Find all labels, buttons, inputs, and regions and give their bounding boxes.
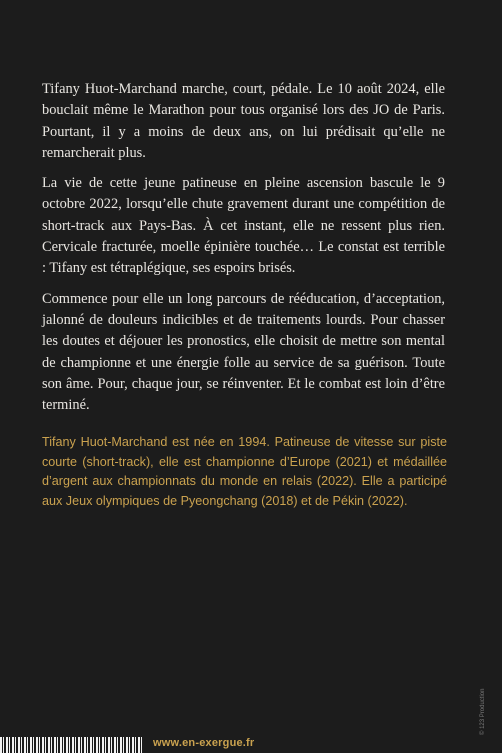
photo-credit: © 123 Production: [480, 688, 486, 735]
publisher-website: www.en-exergue.fr: [153, 737, 255, 749]
barcode: [0, 737, 142, 753]
blurb-paragraph-3: Commence pour elle un long parcours de rééducation, d’acceptation, jalonné de douleurs indicibles et de traitements lourds. Pour chasser les doutes et déjouer les pronostics, elle choisit de mettre son mental de championne et une énergie folle au service de sa guérison. Toute son âme. Pour, chaque jour, se réinventer. Et le combat est loin d’être terminé.: [42, 290, 445, 414]
blurb-paragraph-2: La vie de cette jeune patineuse en pleine ascension bascule le 9 octobre 2022, lorsqu’elle chute gravement durant une compétition de short-track aux Pays-Bas. À cet instant, elle ne ressent plus rien. Cervicale fracturée, moelle épinière touchée… Le constat est terrible : Tifany est tétraplégique, ses espoirs brisés.: [42, 175, 445, 277]
blurb: [42, 79, 445, 425]
blurb-paragraph-1: Tifany Huot-Marchand marche, court, pédale. Le 10 août 2024, elle bouclait même le Marathon pour tous organisé lors des JO de Paris. Pourtant, il y a moins de deux ans, on lui prédisait qu’elle ne remarcherait plus.: [42, 81, 445, 161]
author-bio: Tifany Huot-Marchand est née en 1994. Patineuse de vitesse sur piste courte (short-track), elle est championne d’Europe (2021) et médaillée d’argent aux championnats du monde en relais (2022). Elle a participé aux Jeux olympiques de Pyeongchang (2018) et de Pékin (2022).: [42, 435, 447, 508]
